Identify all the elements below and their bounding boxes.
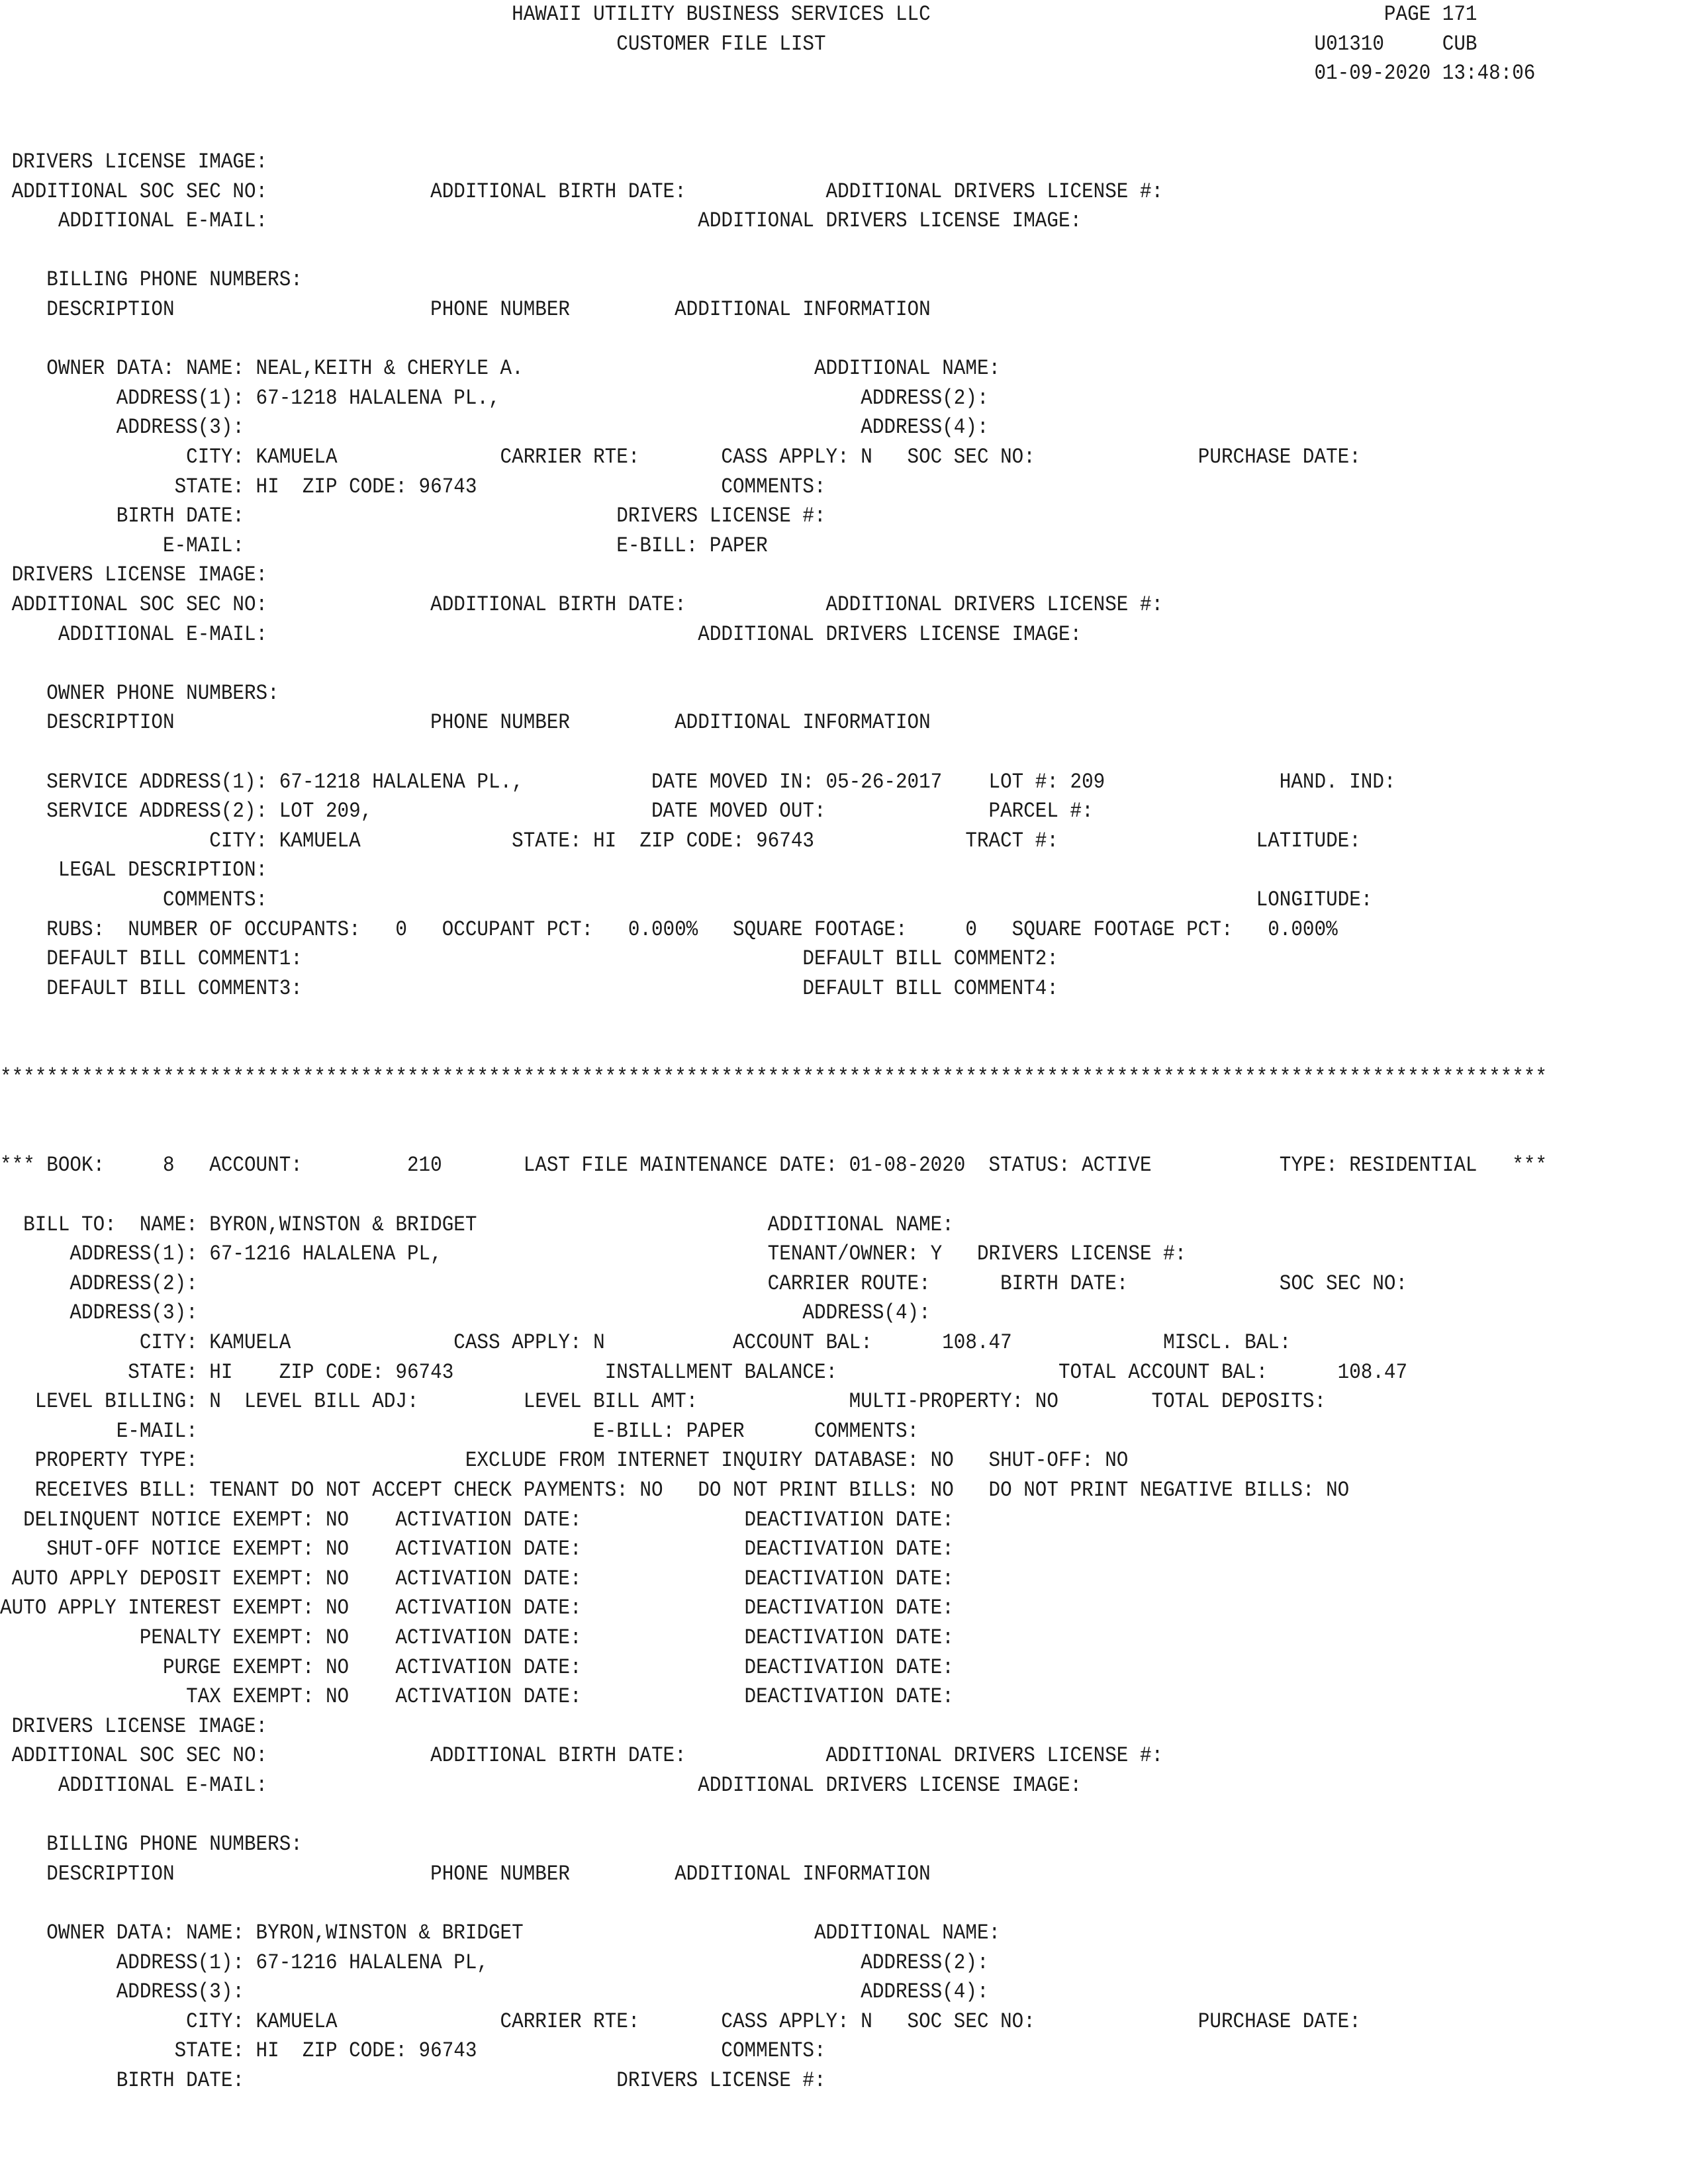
report-line: PURGE EXEMPT: NO ACTIVATION DATE: DEACTIVATION DATE: (0, 1655, 954, 1680)
report-line: OWNER DATA: NAME: NEAL,KEITH & CHERYLE A. ADDITIONAL NAME: (0, 356, 1001, 381)
report-line: ADDRESS(1): 67-1218 HALALENA PL., ADDRESS(2): (0, 385, 989, 410)
report-line: BIRTH DATE: DRIVERS LICENSE #: (0, 504, 826, 529)
report-line: ADDITIONAL E-MAIL: ADDITIONAL DRIVERS LICENSE IMAGE: (0, 208, 1082, 234)
report-line: DELINQUENT NOTICE EXEMPT: NO ACTIVATION DATE: DEACTIVATION DATE: (0, 1507, 954, 1532)
report-line: SHUT-OFF NOTICE EXEMPT: NO ACTIVATION DATE: DEACTIVATION DATE: (0, 1537, 954, 1562)
report-line: TAX EXEMPT: NO ACTIVATION DATE: DEACTIVATION DATE: (0, 1684, 954, 1709)
report-line: AUTO APPLY INTEREST EXEMPT: NO ACTIVATION DATE: DEACTIVATION DATE: (0, 1596, 954, 1621)
report-line: ADDRESS(1): 67-1216 HALALENA PL, ADDRESS(2): (0, 1950, 989, 1975)
report-line: DEFAULT BILL COMMENT1: DEFAULT BILL COMMENT2: (0, 946, 1058, 972)
report-line: ************************************************************************************************************************************* (0, 1064, 1547, 1089)
report-line: CITY: KAMUELA CARRIER RTE: CASS APPLY: N SOC SEC NO: PURCHASE DATE: (0, 2009, 1361, 2034)
report-line: ADDRESS(3): ADDRESS(4): (0, 415, 989, 440)
report-line: ADDITIONAL SOC SEC NO: ADDITIONAL BIRTH DATE: ADDITIONAL DRIVERS LICENSE #: (0, 1743, 1164, 1768)
report-line: CITY: KAMUELA CASS APPLY: N ACCOUNT BAL: 108.47 MISCL. BAL: (0, 1330, 1291, 1355)
report-line: CITY: KAMUELA CARRIER RTE: CASS APPLY: N SOC SEC NO: PURCHASE DATE: (0, 445, 1361, 469)
report-line: DESCRIPTION PHONE NUMBER ADDITIONAL INFORMATION (0, 297, 931, 322)
report-line: BILLING PHONE NUMBERS: (0, 1832, 303, 1857)
report-line: ADDITIONAL SOC SEC NO: ADDITIONAL BIRTH DATE: ADDITIONAL DRIVERS LICENSE #: (0, 592, 1164, 617)
report-line: STATE: HI ZIP CODE: 96743 INSTALLMENT BALANCE: TOTAL ACCOUNT BAL: 108.47 (0, 1359, 1408, 1385)
report-line: ADDRESS(3): ADDRESS(4): (0, 1300, 931, 1326)
report-line: ADDITIONAL E-MAIL: ADDITIONAL DRIVERS LICENSE IMAGE: (0, 1773, 1082, 1797)
report-line: LEGAL DESCRIPTION: (0, 858, 268, 883)
report-line: E-MAIL: E-BILL: PAPER COMMENTS: (0, 1418, 919, 1443)
report-line: DRIVERS LICENSE IMAGE: (0, 1713, 268, 1739)
report-line: ADDITIONAL SOC SEC NO: ADDITIONAL BIRTH DATE: ADDITIONAL DRIVERS LICENSE #: (0, 179, 1164, 204)
report-line: ADDRESS(3): ADDRESS(4): (0, 1979, 989, 2005)
report-line: DESCRIPTION PHONE NUMBER ADDITIONAL INFORMATION (0, 1861, 931, 1886)
report-line: RUBS: NUMBER OF OCCUPANTS: 0 OCCUPANT PCT: 0.000% SQUARE FOOTAGE: 0 SQUARE FOOTAGE PCT: 0.000% (0, 917, 1338, 942)
report-line: DRIVERS LICENSE IMAGE: (0, 150, 268, 174)
report-line: ADDRESS(1): 67-1216 HALALENA PL, TENANT/OWNER: Y DRIVERS LICENSE #: (0, 1242, 1187, 1267)
report-line: CUSTOMER FILE LIST U01310 CUB (0, 31, 1477, 56)
report-line: 01-09-2020 13:48:06 (0, 61, 1536, 86)
report-line: ADDITIONAL E-MAIL: ADDITIONAL DRIVERS LICENSE IMAGE: (0, 621, 1082, 647)
report-line: LEVEL BILLING: N LEVEL BILL ADJ: LEVEL BILL AMT: MULTI-PROPERTY: NO TOTAL DEPOSITS: (0, 1389, 1327, 1414)
report-line: DRIVERS LICENSE IMAGE: (0, 563, 268, 588)
report-line: OWNER PHONE NUMBERS: (0, 680, 279, 705)
report-line: BILL TO: NAME: BYRON,WINSTON & BRIDGET ADDITIONAL NAME: (0, 1212, 954, 1237)
report-line: PROPERTY TYPE: EXCLUDE FROM INTERNET INQUIRY DATABASE: NO SHUT-OFF: NO (0, 1448, 1129, 1473)
report-line: STATE: HI ZIP CODE: 96743 COMMENTS: (0, 474, 826, 499)
report-line: RECEIVES BILL: TENANT DO NOT ACCEPT CHECK PAYMENTS: NO DO NOT PRINT BILLS: NO DO NOT PRINT NEGATIVE BILLS: NO (0, 1478, 1350, 1502)
report-line: BIRTH DATE: DRIVERS LICENSE #: (0, 2068, 826, 2093)
report-header-line: HAWAII UTILITY BUSINESS SERVICES LLC PAGE 171 (0, 2, 1477, 26)
report-line: DESCRIPTION PHONE NUMBER ADDITIONAL INFORMATION (0, 710, 931, 735)
report-line: COMMENTS: LONGITUDE: (0, 887, 1373, 912)
report-line: AUTO APPLY DEPOSIT EXEMPT: NO ACTIVATION DATE: DEACTIVATION DATE: (0, 1566, 954, 1591)
report-line: CITY: KAMUELA STATE: HI ZIP CODE: 96743 TRACT #: LATITUDE: (0, 828, 1361, 853)
report-line: E-MAIL: E-BILL: PAPER (0, 533, 768, 558)
report-line: BILLING PHONE NUMBERS: (0, 267, 303, 293)
report-line: OWNER DATA: NAME: BYRON,WINSTON & BRIDGET ADDITIONAL NAME: (0, 1921, 1001, 1945)
report-line: SERVICE ADDRESS(2): LOT 209, DATE MOVED OUT: PARCEL #: (0, 799, 1094, 824)
report-line: ADDRESS(2): CARRIER ROUTE: BIRTH DATE: SOC SEC NO: (0, 1271, 1408, 1296)
report-line: SERVICE ADDRESS(1): 67-1218 HALALENA PL., DATE MOVED IN: 05-26-2017 LOT #: 209 HAND. IND: (0, 769, 1396, 794)
report-line: *** BOOK: 8 ACCOUNT: 210 LAST FILE MAINTENANCE DATE: 01-08-2020 STATUS: ACTIVE TYPE: RESIDENTIAL *** (0, 1153, 1547, 1178)
report-line: STATE: HI ZIP CODE: 96743 COMMENTS: (0, 2038, 826, 2064)
report-line: DEFAULT BILL COMMENT3: DEFAULT BILL COMMENT4: (0, 976, 1058, 1001)
report-line: PENALTY EXEMPT: NO ACTIVATION DATE: DEACTIVATION DATE: (0, 1625, 954, 1650)
